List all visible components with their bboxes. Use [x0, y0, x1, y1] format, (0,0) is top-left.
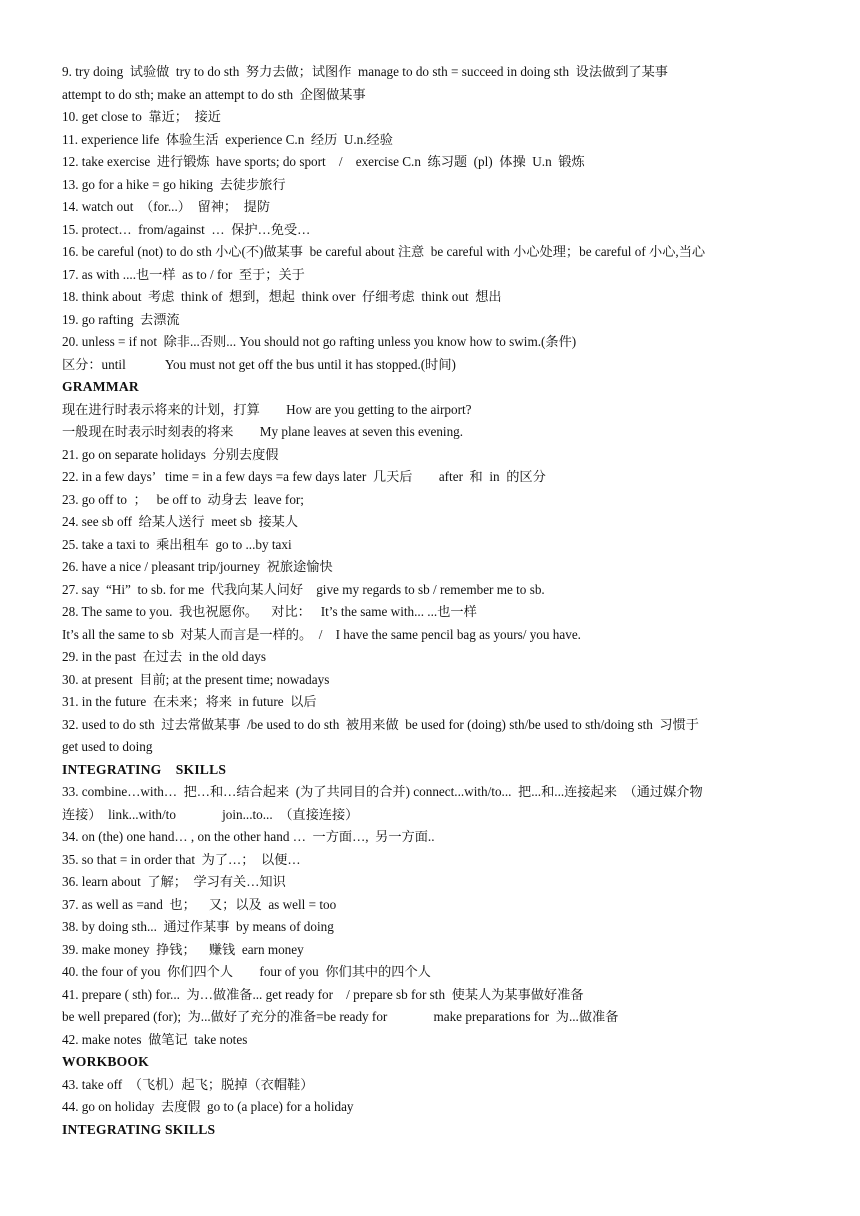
text-line: 15. protect… from/against … 保护…免受…: [62, 221, 311, 237]
text-line: 17. as with ....也一样 as to / for 至于；关于: [62, 266, 305, 282]
section-heading: WORKBOOK: [62, 1054, 149, 1069]
text-line: It’s all the same to sb 对某人而言是一样的。 / I have the same pencil bag as yours/ you have.: [62, 626, 581, 642]
text-line: 区分：until You must not get off the bus until it has stopped.(时间): [62, 356, 456, 372]
text-line: 40. the four of you 你们四个人 four of you 你们其中的四个人: [62, 964, 431, 979]
text-line: 13. go for a hike = go hiking 去徒步旅行: [62, 176, 286, 192]
text-line: attempt to do sth; make an attempt to do sth 企图做某事: [62, 86, 366, 102]
text-line: 42. make notes 做笔记 take notes: [62, 1031, 248, 1047]
text-line: 44. go on holiday 去度假 go to (a place) for a holiday: [62, 1099, 354, 1114]
section-heading: GRAMMAR: [62, 379, 139, 394]
text-line: 20. unless = if not 除非...否则... You should not go rafting unless you know how to swim.(条件): [62, 334, 577, 349]
text-line: 连接） link...with/to join...to... （直接连接）: [62, 806, 359, 822]
text-line: 33. combine…with… 把…和…结合起来 (为了共同目的合并) connect...with/to... 把...和...连接起来 （通过媒介物: [62, 784, 703, 799]
text-line: 39. make money 挣钱； 赚钱 earn money: [62, 941, 304, 957]
text-line: 24. see sb off 给某人送行 meet sb 接某人: [62, 514, 299, 529]
text-line: 18. think about 考虑 think of 想到，想起 think over 仔细考虑 think out 想出: [62, 289, 502, 304]
text-line: 34. on (the) one hand… , on the other hand … 一方面…, 另一方面..: [62, 829, 435, 844]
text-line: 31. in the future 在未来；将来 in future 以后: [62, 694, 317, 709]
text-line: 一般现在时表示时刻表的将来 My plane leaves at seven this evening.: [62, 424, 464, 439]
text-line: get used to doing: [62, 739, 153, 754]
text-line: 16. be careful (not) to do sth 小心(不)做某事 be careful about 注意 be careful with 小心处理；be careful of 小心,当心: [62, 244, 706, 259]
text-line: 22. in a few days’ time = in a few days =a few days later 几天后 after 和 in 的区分: [62, 469, 546, 484]
text-line: 9. try doing 试验做 try to do sth 努力去做；试图作 manage to do sth = succeed in doing sth 设法做到了某事: [62, 64, 668, 79]
text-line: 26. have a nice / pleasant trip/journey 祝旅途愉快: [62, 559, 333, 574]
text-line: 37. as well as =and 也； 又；以及 as well = too: [62, 896, 337, 912]
text-line: 19. go rafting 去漂流: [62, 311, 180, 327]
text-line: 35. so that = in order that 为了…； 以便…: [62, 851, 301, 867]
text-line: 32. used to do sth 过去常做某事 /be used to do sth 被用来做 be used for (doing) sth/be used to sth/doing sth 习惯于: [62, 716, 699, 732]
section-heading: INTEGRATING SKILLS: [62, 761, 227, 777]
text-line: 现在进行时表示将来的计划，打算 How are you getting to the airport?: [62, 401, 472, 417]
text-line: 12. take exercise 进行锻炼 have sports; do sport / exercise C.n 练习题 (pl) 体操 U.n 锻炼: [62, 154, 585, 169]
text-line: 23. go off to ； be off to 动身去 leave for;: [62, 491, 304, 507]
text-line: 41. prepare ( sth) for... 为…做准备... get ready for / prepare sb for sth 使某人为某事做好准备: [62, 986, 584, 1002]
text-line: 29. in the past 在过去 in the old days: [62, 649, 267, 664]
text-line: 27. say “Hi” to sb. for me 代我向某人问好 give my regards to sb / remember me to sb.: [62, 581, 545, 597]
text-line: 11. experience life 体验生活 experience C.n 经历 U.n.经验: [62, 131, 393, 147]
text-line: 25. take a taxi to 乘出租车 go to ...by taxi: [62, 536, 292, 552]
text-line: 30. at present 目前; at the present time; nowadays: [62, 671, 330, 687]
text-line: 36. learn about 了解； 学习有关…知识: [62, 874, 286, 889]
text-line: be well prepared (for); 为...做好了充分的准备=be ready for make preparations for 为...做准备: [62, 1009, 619, 1024]
text-line: 14. watch out （for...） 留神； 提防: [62, 199, 271, 214]
text-line: 21. go on separate holidays 分别去度假: [62, 446, 279, 462]
text-line: 43. take off （飞机）起飞；脱掉（衣帽鞋）: [62, 1076, 314, 1092]
text-line: 10. get close to 靠近； 接近: [62, 109, 221, 124]
text-line: 38. by doing sth... 通过作某事 by means of doing: [62, 919, 334, 934]
document-page: [62, 61, 804, 1141]
section-heading: INTEGRATING SKILLS: [62, 1121, 216, 1137]
text-line: 28. The same to you. 我也祝愿你。 对比： It’s the same with... ...也一样: [62, 604, 477, 619]
